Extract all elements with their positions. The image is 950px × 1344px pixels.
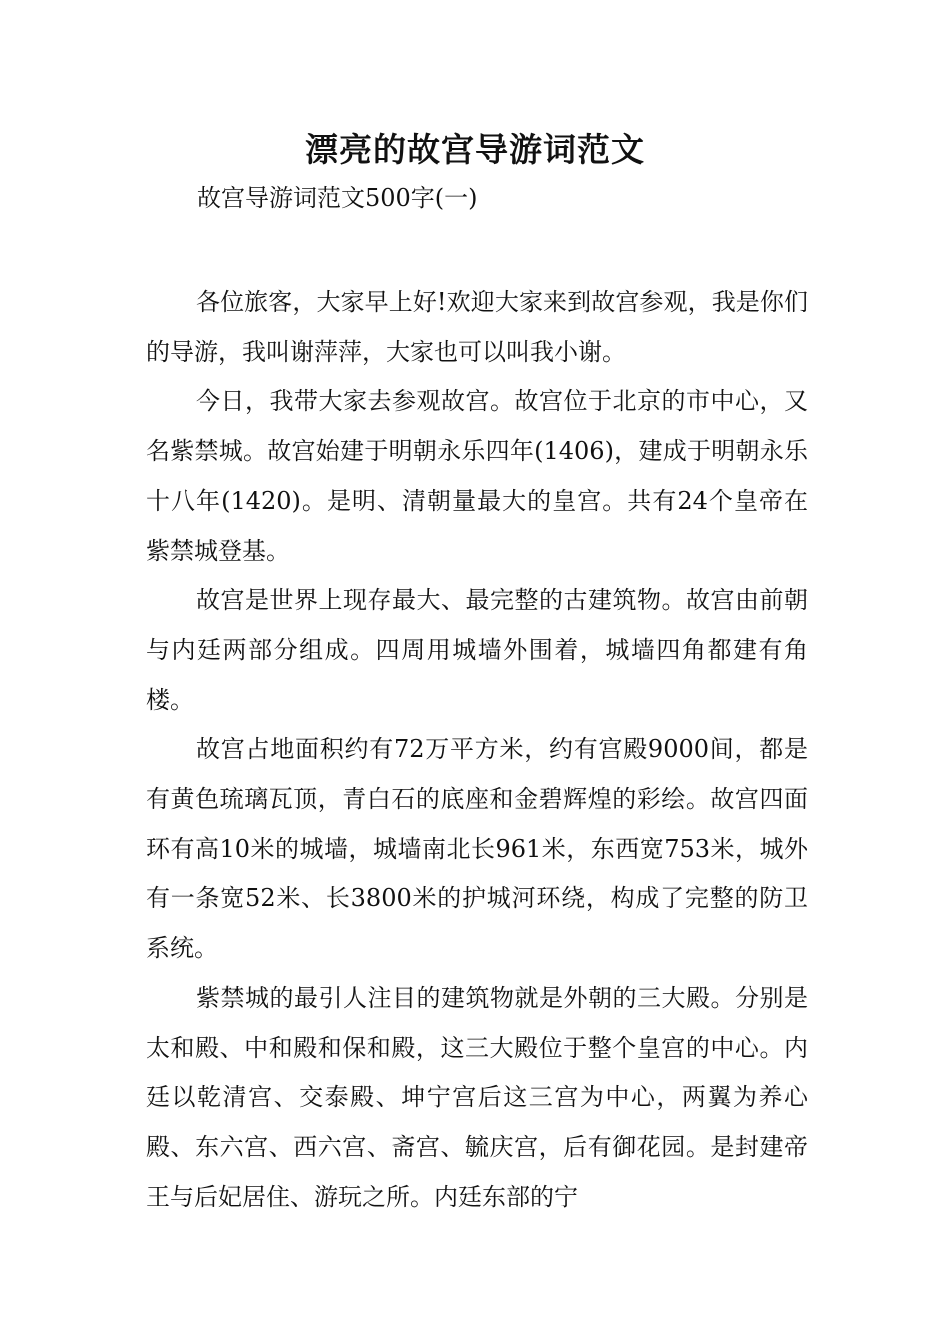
paragraph-area: 故宫占地面积约有72万平方米，约有宫殿9000间，都是有黄色琉璃瓦顶，青白石的底座和金碧辉煌的彩绘。故宫四面环有高10米的城墙，城墙南北长961米，东西宽753米，城外有一条宽52米、长3800米的护城河环绕，构成了完整的防卫系统。 <box>146 735 808 963</box>
document-body <box>146 278 808 1222</box>
paragraph-layout: 故宫是世界上现存最大、最完整的古建筑物。故宫由前朝与内廷两部分组成。四周用城墙外围着，城墙四角都建有角楼。 <box>146 586 808 714</box>
paragraph-halls: 紫禁城的最引人注目的建筑物就是外朝的三大殿。分别是太和殿、中和殿和保和殿，这三大殿位于整个皇宫的中心。内廷以乾清宫、交泰殿、坤宁宫后这三宫为中心，两翼为养心殿、东六宫、西六宫、斋宫、毓庆宫，后有御花园。是封建帝王与后妃居住、游玩之所。内廷东部的宁 <box>146 983 808 1211</box>
document-title: 漂亮的故宫导游词范文 <box>305 130 645 169</box>
paragraph-history: 今日，我带大家去参观故宫。故宫位于北京的市中心，又名紫禁城。故宫始建于明朝永乐四年(1406)，建成于明朝永乐十八年(1420)。是明、清朝量最大的皇宫。共有24个皇帝在紫禁城登基。 <box>146 387 808 565</box>
document-subtitle: 故宫导游词范文500字(一) <box>197 184 478 212</box>
paragraph-greeting: 各位旅客，大家早上好!欢迎大家来到故宫参观，我是你们的导游，我叫谢萍萍，大家也可以叫我小谢。 <box>146 288 808 366</box>
